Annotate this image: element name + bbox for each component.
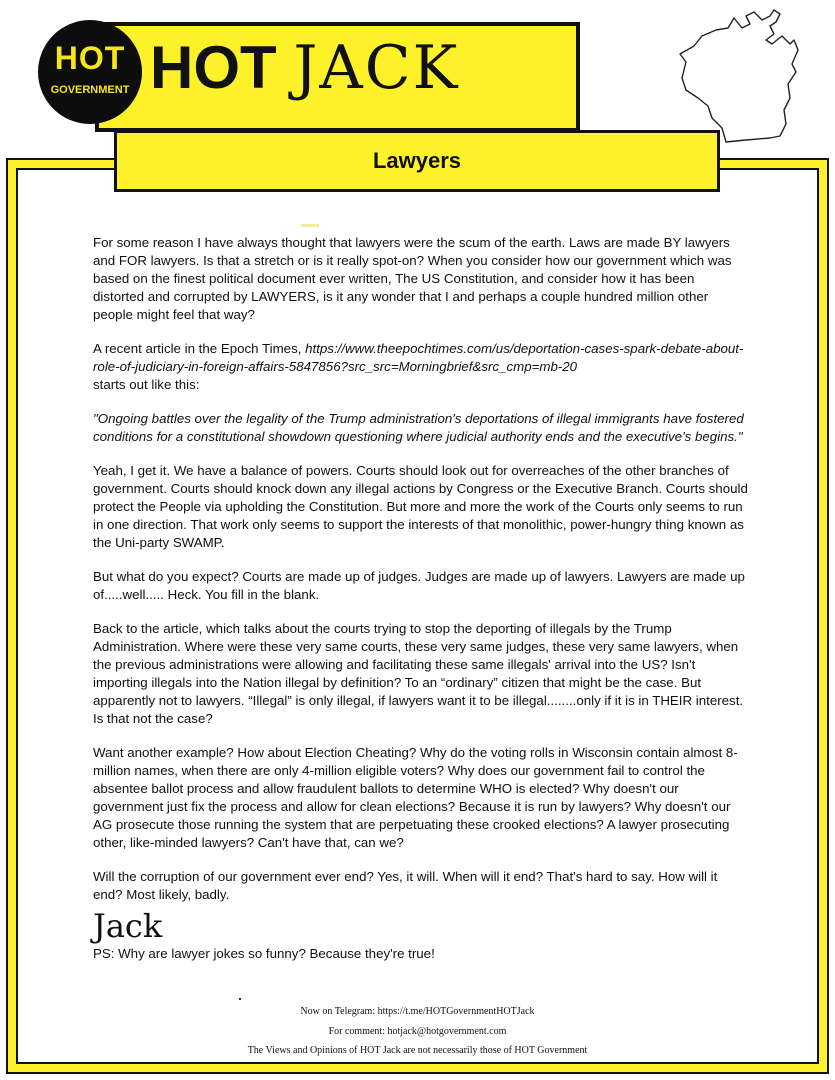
masthead-jack: JACK [293,33,460,103]
paragraph-7: Will the corruption of our government ever end? Yes, it will. When will it end? That's hard to say. How will it end? Most likely, badly. [93,869,718,902]
paragraph-2 [93,340,748,394]
page-title: Lawyers [114,130,720,192]
hot-government-logo [38,20,142,124]
article-link[interactable]: https://www.theepochtimes.com/us/deportation-cases-spark-debate-about-role-of-judiciary-in-foreign-affairs-5847856?src_src=Morningbrief&src_cmp=mb-20 [93,341,744,374]
paragraph-3: Yeah, I get it. We have a balance of powers. Courts should look out for overreaches of the other branches of government. Courts should knock down any illegal actions by Congress or the Executive Branch. Courts should protect the People via upholding the Constitution. But more and more the work of the Courts only seems to run in one direction. That work only seems to support the interests of that monolithic, power-hungry thing known as the Uni-party SWAMP. [93,463,748,550]
paragraph-2-outro: starts out like this: [93,377,200,392]
footer-comment[interactable]: For comment: hotjack@hotgovernment.com [328,1026,507,1037]
logo-government-text: GOVERNMENT [50,84,130,96]
footer-telegram[interactable]: Now on Telegram: https://t.me/HOTGovernmentHOTJack [300,1006,535,1017]
footer-disclaimer: The Views and Opinions of HOT Jack are not necessarily those of HOT Government [247,1045,588,1056]
paragraph-6: Want another example? How about Election Cheating? Why do the voting rolls in Wisconsin contain almost 8-million names, when there are only 4-million eligible voters? Why does our government fail to control the absentee ballot process and allow fraudulent ballots to determine WHO is elected? Why doesn't our government just fix the process and allow for clean elections? Because it is run by lawyers? Why doesn't our AG prosecute those running the system that are perpetuating these crooked elections? A lawyer prosecuting other, like-minded lawyers? Can't have that, can we? [93,745,738,850]
postscript: PS: Why are lawyer jokes so funny? Because they're true! [93,946,435,961]
masthead-hot: HOT [150,34,277,101]
stray-dot [239,998,241,1000]
paragraph-1: For some reason I have always thought that lawyers were the scum of the earth. Laws are made BY lawyers and FOR lawyers. Is that a stretch or is it really spot-on? When you consider how our government which was based on the finest political document ever written, The US Constitution, and consider how it has been distorted and corrupted by LAWYERS, is it any wonder that I and perhaps a couple hundred million other people might feel that way? [93,235,732,322]
paragraph-4: But what do you expect? Courts are made up of judges. Judges are made up of lawyers. Lawyers are made up of.....well..... Heck. You fill in the blank. [93,569,745,602]
logo-hot-text: HOT [54,40,126,76]
signature: Jack [93,907,163,945]
paragraph-5: Back to the article, which talks about the courts trying to stop the deporting of illegals by the Trump Administration. Where were these very same courts, these very same judges, these very same lawyers, when the previous administrations were allowing and facilitating these same illegals' arrival into the US? Isn't importing illegals into the Nation illegal by definition? To an “ordinary” citizen that might be the case. But apparently not to lawyers. “Illegal” is only illegal, if lawyers want it to be illegal........only if it is in THEIR interest. Is that not the case? [93,621,744,726]
masthead-title [150,28,459,108]
quote: "Ongoing battles over the legality of the Trump administration's deportations of illegal immigrants have fostered conditions for a constitutional showdown questioning where judicial authority ends and the executive's begins." [93,411,744,444]
decorative-mark [301,224,319,227]
paragraph-2-intro: A recent article in the Epoch Times, [93,341,306,356]
article-body [93,234,748,920]
